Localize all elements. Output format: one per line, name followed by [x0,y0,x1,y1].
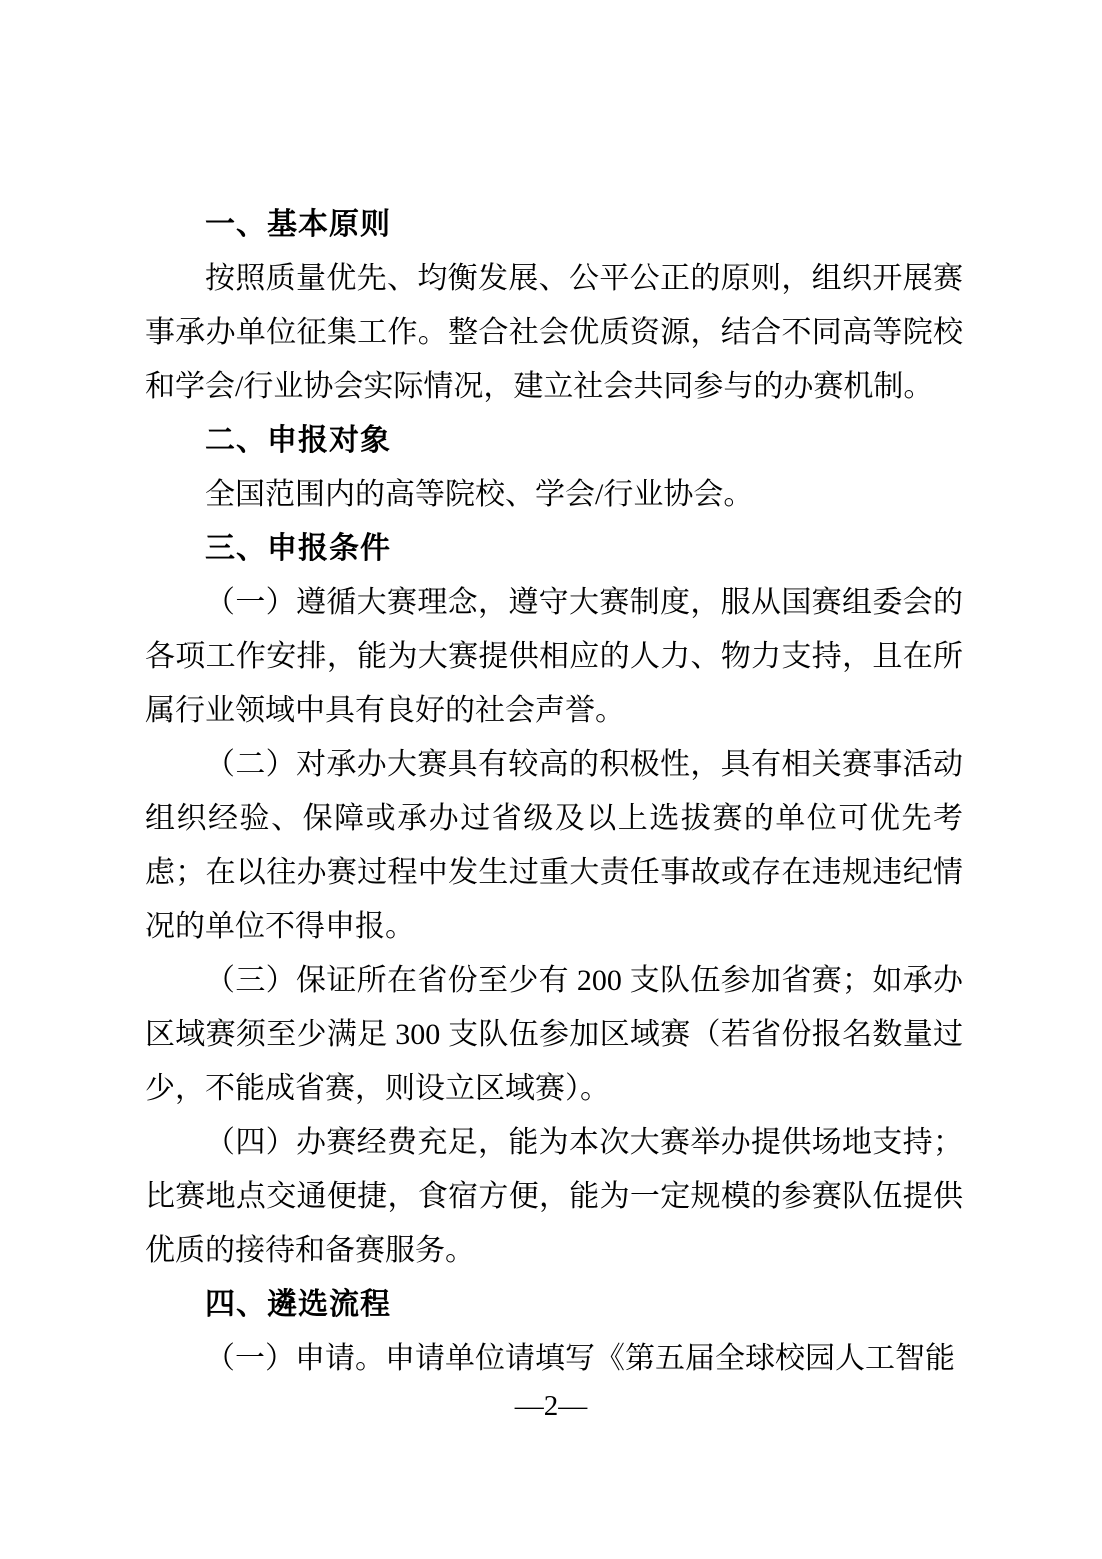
paragraph-application-targets: 全国范围内的高等院校、学会/行业协会。 [205,478,754,511]
page-number: —2— [514,1390,588,1422]
section-heading-application-conditions: 三、申报条件 [205,532,391,565]
paragraph-basic-principles: 按照质量优先、均衡发展、公平公正的原则，组织开展赛事承办单位征集工作。整合社会优质资源，结合不同高等院校和学会/行业协会实际情况，建立社会共同参与的办赛机制。 [145,262,963,403]
paragraph-condition-2: （二）对承办大赛具有较高的积极性，具有相关赛事活动组织经验、保障或承办过省级及以上选拔赛的单位可优先考虑；在以往办赛过程中发生过重大责任事故或存在违规违纪情况的单位不得申报。 [145,748,963,943]
paragraph-condition-1: （一）遵循大赛理念，遵守大赛制度，服从国赛组委会的各项工作安排，能为大赛提供相应的人力、物力支持，且在所属行业领域中具有良好的社会声誉。 [145,586,963,727]
paragraph-selection-step-1: （一）申请。申请单位请填写《第五届全球校园人工智能 [205,1342,955,1375]
document-body [145,198,963,1386]
paragraph-condition-3: （三）保证所在省份至少有 200 支队伍参加省赛；如承办区域赛须至少满足 300 支队伍参加区域赛（若省份报名数量过少，不能成省赛，则设立区域赛）。 [145,964,963,1105]
paragraph-condition-4: （四）办赛经费充足，能为本次大赛举办提供场地支持；比赛地点交通便捷，食宿方便，能为一定规模的参赛队伍提供优质的接待和备赛服务。 [145,1126,963,1267]
section-heading-selection-process: 四、遴选流程 [205,1288,391,1321]
section-heading-basic-principles: 一、基本原则 [205,208,391,241]
section-heading-application-targets: 二、申报对象 [205,424,391,457]
